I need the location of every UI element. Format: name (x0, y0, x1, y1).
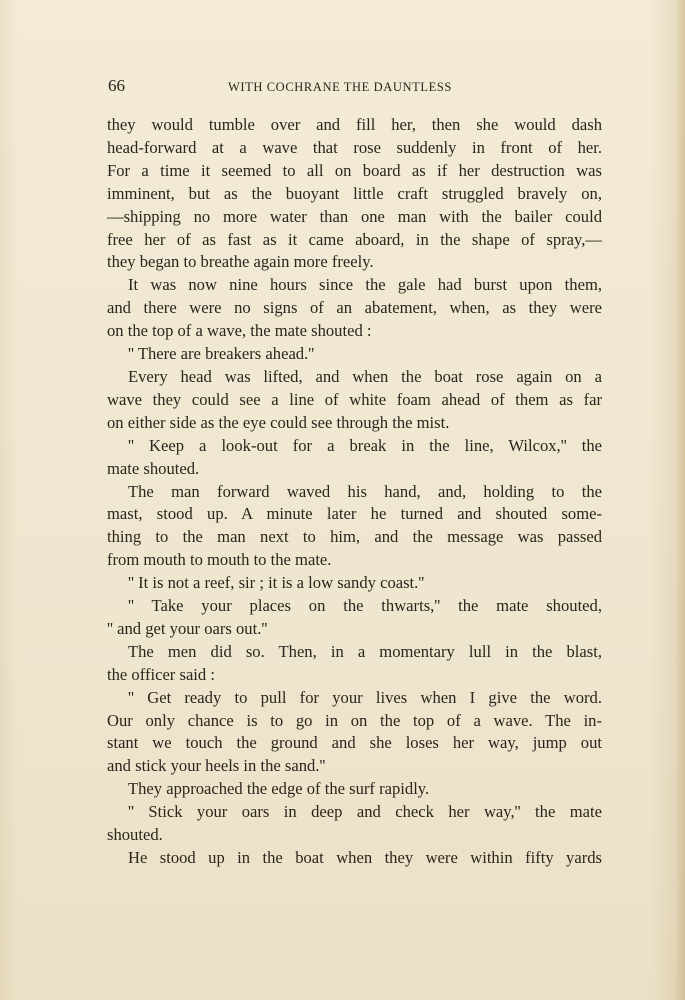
text-line: He stood up in the boat when they were within fifty yards (128, 848, 602, 867)
text-line: Every head was lifted, and when the boat rose again on a (128, 366, 602, 386)
text-line: For a time it seemed to all on board as if her destruction was (107, 160, 602, 180)
text-line: The man forward waved his hand, and, holding to the (128, 481, 602, 501)
text-line: mate shouted. (107, 458, 200, 478)
text-line: '' and get your oars out.'' (107, 618, 268, 638)
text-line: '' It is not a reef, sir ; it is a low sandy coast.'' (128, 573, 425, 593)
text-line: imminent, but as the buoyant little craft struggled bravely on, (107, 183, 602, 203)
text-line: the officer said : (107, 664, 215, 684)
page-edge-shadow (675, 0, 685, 1000)
text-line: The men did so. Then, in a momentary lull in the blast, (128, 641, 602, 661)
text-line: wave they could see a line of white foam ahead of them as far (107, 389, 602, 409)
text-line: '' There are breakers ahead.'' (128, 344, 315, 364)
text-line: '' Get ready to pull for your lives when I give the word. (128, 687, 602, 707)
text-line: It was now nine hours since the gale had burst upon them, (128, 275, 602, 295)
text-line: '' Keep a look-out for a break in the line, Wilcox,'' the (128, 435, 602, 455)
text-line: shouted. (107, 825, 163, 845)
text-line: from mouth to mouth to the mate. (107, 550, 332, 570)
text-line: they would tumble over and fill her, then she would dash (107, 115, 602, 134)
text-line: Our only chance is to go in on the top of a wave. The in- (107, 710, 602, 730)
text-line: '' Stick your oars in deep and check her way,'' the mate (128, 802, 602, 822)
text-line: they began to breathe again more freely. (107, 252, 374, 272)
page-header (108, 76, 602, 96)
text-line: and there were no signs of an abatement, when, as they were (107, 298, 602, 318)
text-line: '' Take your places on the thwarts,'' the mate shouted, (128, 596, 602, 616)
text-line: They approached the edge of the surf rapidly. (128, 779, 430, 799)
running-head: WITH COCHRANE THE DAUNTLESS (228, 80, 452, 94)
text-line: thing to the man next to him, and the message was passed (107, 527, 602, 547)
text-line: free her of as fast as it came aboard, in the shape of spray,— (107, 229, 602, 249)
body-text (107, 114, 602, 870)
text-line: on either side as the eye could see through the mist. (107, 412, 450, 432)
text-line: mast, stood up. A minute later he turned and shouted some- (107, 504, 602, 524)
page-number: 66 (108, 76, 125, 95)
text-line: head-forward at a wave that rose suddenly in front of her. (107, 137, 602, 157)
text-line: on the top of a wave, the mate shouted : (107, 321, 372, 341)
text-line: and stick your heels in the sand.'' (107, 756, 326, 776)
text-line: stant we touch the ground and she loses her way, jump out (107, 733, 602, 753)
text-line: —shipping no more water than one man with the bailer could (107, 206, 602, 226)
